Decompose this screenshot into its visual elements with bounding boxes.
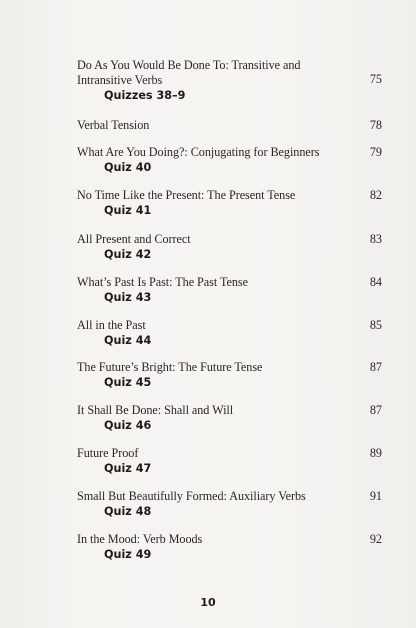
toc-entry-page: 84	[369, 275, 382, 289]
toc-entry	[77, 275, 382, 304]
toc-entry-title: It Shall Be Done: Shall and Will	[77, 403, 234, 417]
toc-entry-title: Small But Beautifully Formed: Auxiliary Verbs	[77, 489, 306, 503]
toc-entry-page: 92	[369, 532, 382, 546]
toc-entry	[77, 318, 382, 347]
toc-entry-title: No Time Like the Present: The Present Tense	[77, 188, 296, 202]
toc-entry	[77, 489, 382, 518]
toc-entry-page: 75	[369, 72, 382, 86]
toc-entry-quiz: Quiz 43	[104, 291, 152, 304]
toc-entry-quiz: Quiz 48	[104, 505, 152, 518]
toc-entry-page: 89	[369, 446, 382, 460]
toc-entry-title: What’s Past Is Past: The Past Tense	[77, 275, 248, 289]
toc-entry-page: 85	[369, 318, 382, 332]
toc-entry	[77, 232, 382, 261]
toc-entry	[77, 188, 382, 217]
toc-entry-title: Verbal Tension	[77, 118, 150, 132]
toc-entry	[77, 446, 382, 475]
toc-entry	[77, 360, 382, 389]
toc-entry-quiz: Quiz 45	[104, 376, 152, 389]
toc-entry-title: Future Proof	[77, 446, 139, 460]
toc-entry-page: 87	[369, 403, 382, 417]
toc-entry-title: All in the Past	[77, 318, 146, 332]
toc-entry-page: 91	[369, 489, 382, 503]
toc-entry-quiz: Quiz 42	[104, 248, 152, 261]
toc-entry-quiz: Quiz 41	[104, 204, 152, 217]
toc-entry	[77, 145, 382, 174]
toc-entry	[77, 403, 382, 432]
toc-entry-title: Do As You Would Be Done To: Transitive and Intransitive Verbs	[77, 58, 301, 87]
toc-entry-page: 87	[369, 360, 382, 374]
toc-entry	[77, 58, 382, 102]
toc-entry-quiz: Quiz 40	[104, 161, 152, 174]
toc-entry-page: 83	[369, 232, 382, 246]
toc-entry-title: The Future’s Bright: The Future Tense	[77, 360, 263, 374]
toc-entry-quiz: Quiz 49	[104, 548, 152, 561]
toc-entry-page: 78	[369, 118, 382, 132]
toc-entry	[77, 532, 382, 561]
toc-entry-title: What Are You Doing?: Conjugating for Beginners	[77, 145, 320, 159]
toc-entry-page: 79	[369, 145, 382, 159]
toc-entry-quiz: Quiz 44	[104, 334, 152, 347]
toc-entry	[77, 118, 382, 133]
toc-entry-quiz: Quizzes 38–9	[104, 89, 186, 102]
page-number: 10	[200, 596, 216, 609]
toc-entry-quiz: Quiz 46	[104, 419, 152, 432]
toc-entry-page: 82	[369, 188, 382, 202]
toc-entry-quiz: Quiz 47	[104, 462, 152, 475]
toc-entry-title: All Present and Correct	[77, 232, 191, 246]
toc-entry-title: In the Mood: Verb Moods	[77, 532, 203, 546]
